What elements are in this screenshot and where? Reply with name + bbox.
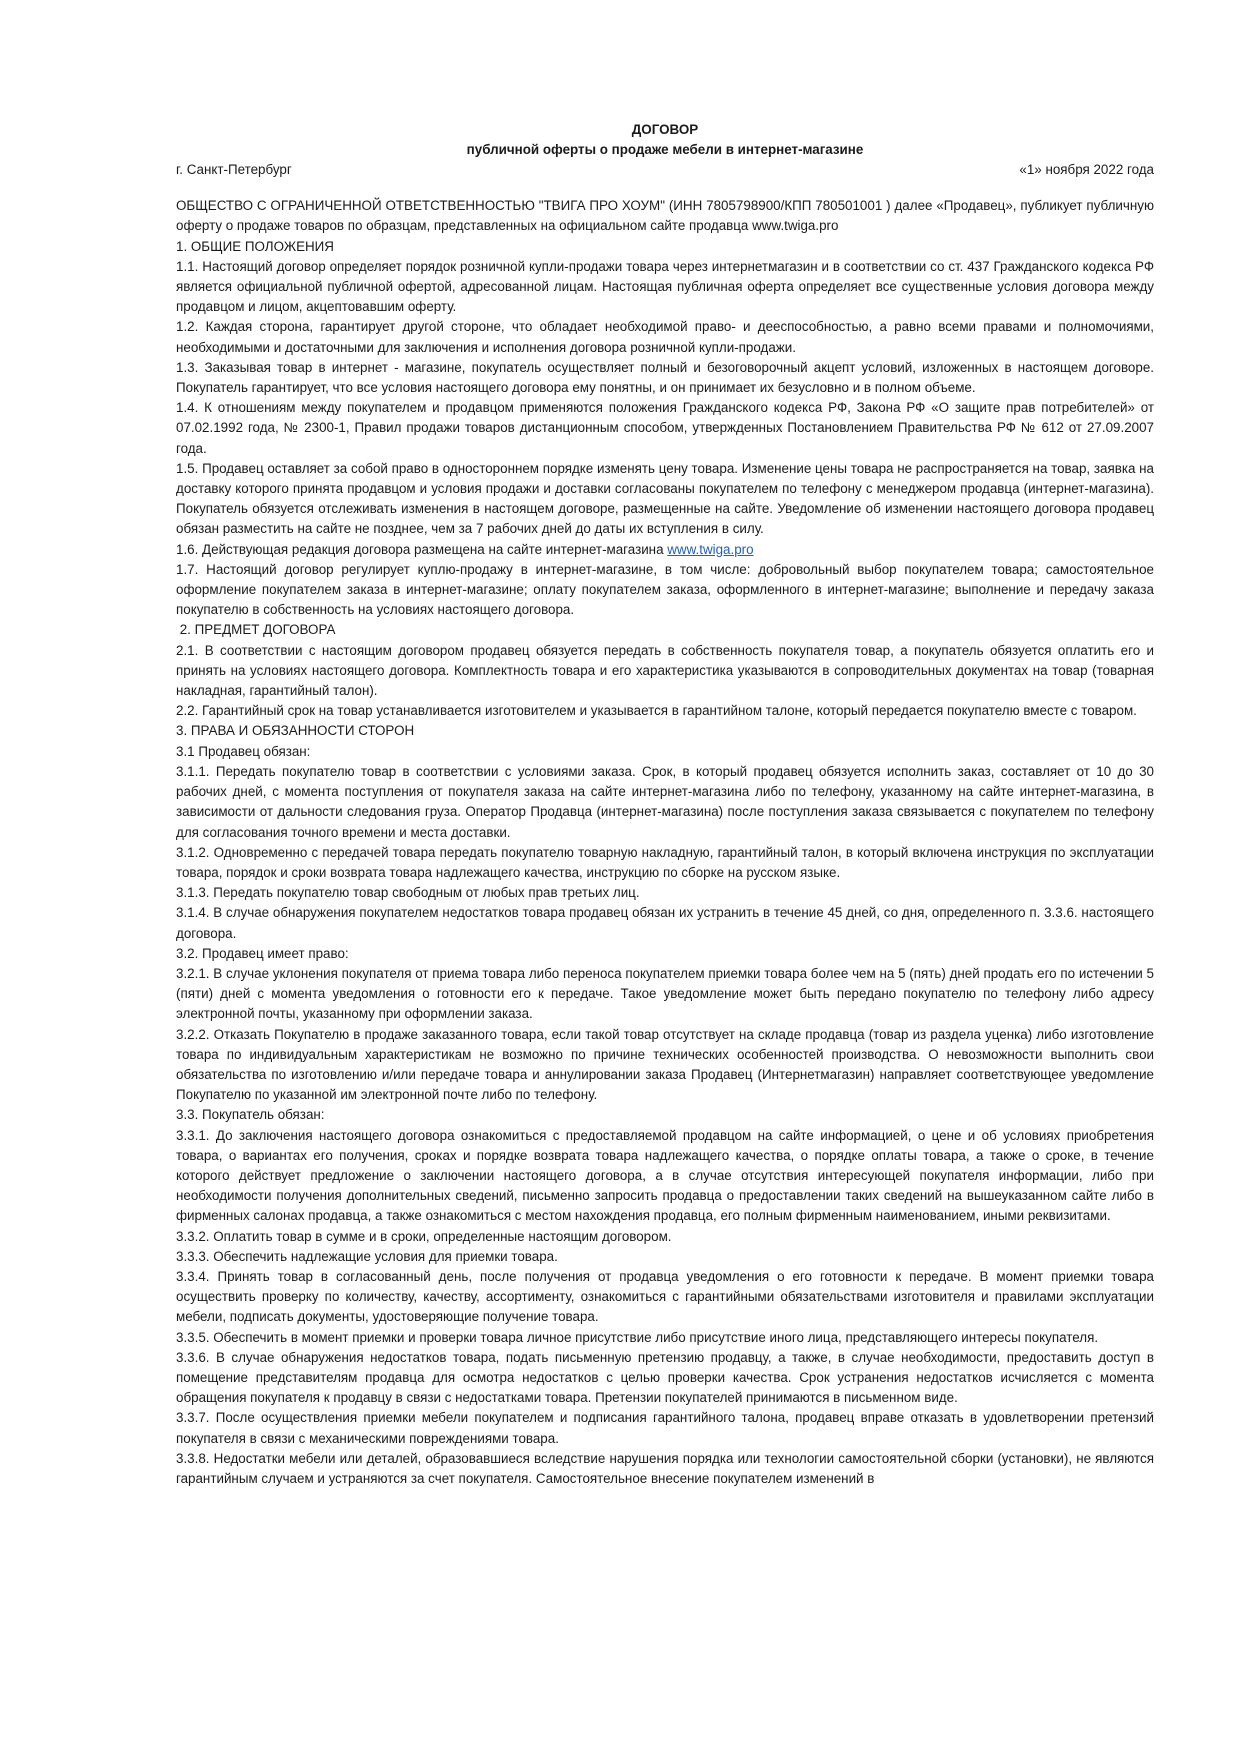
paragraph: 1.3. Заказывая товар в интернет - магазине, покупатель осуществляет полный и безоговорочный акцепт условий, изложенных в настоящем договоре. Покупатель гарантирует, что все условия настоящего договора ему понятны, и он принимает их безусловно и в полном объеме. — [176, 359, 1154, 396]
paragraph: 3.1.2. Одновременно с передачей товара передать покупателю товарную накладную, гарантийный талон, в который включена инструкция по эксплуатации товара, порядок и сроки возврата товара надлежащего качества, инструкцию по сборке на русском языке. — [176, 844, 1154, 880]
paragraph — [176, 540, 1154, 560]
paragraph: 3.2.1. В случае уклонения покупателя от приема товара либо переноса покупателем приемки товара более чем на 5 (пять) дней продать его по истечении 5 (пяти) дней с момента уведомления о готовности его к передаче. Такое уведомление может быть передано покупателю по телефону либо адресу электронной почты, указанному при оформлении заказа. — [176, 965, 1154, 1022]
paragraph: 3.3.1. До заключения настоящего договора ознакомиться с предоставляемой продавцом на сайте информацией, о цене и об условиях приобретения товара, о вариантах его получения, сроках и порядке возврата товара надлежащего качества, о порядке оплаты товара, а также о сроке, в течение которого действует предложение о заключении настоящего договора, а в случае отсутствия интересующей покупателя информации, либо при необходимости получения дополнительных сведений, письменно запросить продавца о предоставлении таких сведений на вышеуказанном сайте либо в фирменных салонах продавца, а также ознакомиться с местом нахождения продавца, его полным фирменным наименованием, иными реквизитами. — [176, 1127, 1154, 1224]
section-heading: 2. ПРЕДМЕТ ДОГОВОРА — [176, 622, 336, 638]
paragraph: 3.1.1. Передать покупателю товар в соответствии с условиями заказа. Срок, в который продавец обязуется исполнить заказ, составляет от 10 до 30 рабочих дней, с момента поступления от покупателя заказа на сайте интернет-магазина либо по телефону, указанному на сайте интернет-магазина, в зависимости от дальности следования груза. Оператор Продавца (интернет-магазина) после поступления заказа связывается с покупателем по телефону для согласования точного времени и места доставки. — [176, 763, 1154, 840]
paragraph: 3.3.6. В случае обнаружения недостатков товара, подать письменную претензию продавцу, а также, в случае необходимости, предоставить доступ в помещение представителям продавца для осмотра недостатков с целью проверки качества. Срок устранения недостатков исчисляется с момента обращения покупателя к продавцу в связи с недостатками товара. Претензии покупателей принимаются в письменном виде. — [176, 1349, 1154, 1406]
document-body — [176, 196, 1154, 1489]
paragraph: 2.2. Гарантийный срок на товар устанавливается изготовителем и указывается в гарантийном талоне, который передается покупателю вместе с товаром. — [176, 703, 1137, 719]
paragraph: 3.3.3. Обеспечить надлежащие условия для приемки товара. — [176, 1248, 558, 1264]
place-date-row — [176, 160, 1154, 180]
paragraph: 3.3.7. После осуществления приемки мебели покупателем и подписания гарантийного талона, продавец вправе отказать в удовлетворении претензий покупателя в связи с механическими повреждениями товара. — [176, 1410, 1154, 1446]
document-subtitle: публичной оферты о продаже мебели в интернет-магазине — [466, 142, 864, 157]
paragraph: 1.4. К отношениям между покупателем и продавцом применяются положения Гражданского кодекса РФ, Закона РФ «О защите прав потребителей» от 07.02.1992 года, № 2300-1, Правил продажи товаров дистанционным способом, утвержденных Постановлением Правительства РФ № 612 от 27.09.2007 года. — [176, 400, 1154, 456]
paragraph: 1.7. Настоящий договор регулирует куплю-продажу в интернет-магазине, в том числе: добровольный выбор покупателем товара; самостоятельное оформление покупателем заказа в интернет-магазине; оплату покупателем заказа, оформленного в интернет-магазине; выполнение и передачу заказа покупателю в собственность на условиях настоящего договора. — [176, 561, 1154, 618]
paragraph: 1.1. Настоящий договор определяет порядок розничной купли-продажи товара через интернетмагазин и в соответствии со ст. 437 Гражданского кодекса РФ является официальной публичной офертой, адресованной лицам. Настоящая публичная оферта определяет все существенные условия договора между продавцом и лицом, акцептовавшим оферту. — [176, 258, 1154, 315]
paragraph: 3.1 Продавец обязан: — [176, 743, 311, 759]
paragraph: 2.1. В соответствии с настоящим договором продавец обязуется передать в собственность покупателя товар, а покупатель обязуется оплатить его и принять на условиях настоящего договора. Комплектность товара и его характеристика указываются в сопроводительных документах на товар (товарная накладная, гарантийный талон). — [176, 642, 1154, 699]
paragraph: 1.2. Каждая сторона, гарантирует другой стороне, что обладает необходимой право- и дееспособностью, а равно всеми правами и полномочиями, необходимыми и достаточными для заключения и исполнения договора розничной купли-продажи. — [176, 319, 1154, 355]
paragraph: 3.3.8. Недостатки мебели или деталей, образовавшиеся вследствие нарушения порядка или технологии самостоятельной сборки (установки), не являются гарантийным случаем и устраняются за счет покупателя. Самостоятельное внесение покупателем изменений в — [176, 1450, 1154, 1486]
section-heading: 3. ПРАВА И ОБЯЗАННОСТИ СТОРОН — [176, 723, 415, 739]
document-content — [176, 120, 1154, 1489]
document-title: ДОГОВОР — [631, 122, 699, 137]
paragraph: 3.1.3. Передать покупателю товар свободным от любых прав третьих лиц. — [176, 885, 640, 901]
paragraph: 1.5. Продавец оставляет за собой право в одностороннем порядке изменять цену товара. Изменение цены товара не распространяется на товар, заявка на доставку которого принята продавцом и условия продажи и доставки согласованы покупателем по телефону с менеджером продавца (интернет-магазина). Покупатель обязуется отслеживать изменения в настоящем договоре, размещенные на сайте. Уведомление об изменении настоящего договора продавец обязан разместить на сайте не позднее, чем за 7 рабочих дней до даты их вступления в силу. — [176, 460, 1154, 537]
paragraph: 3.2.2. Отказать Покупателю в продаже заказанного товара, если такой товар отсутствует на складе продавца (товар из раздела уценка) либо изготовление товара по индивидуальным характеристикам не возможно по причине технических особенностей производства. О невозможности выполнить свои обязательства по изготовлению и/или передаче товара и аннулировании заказа Продавец (Интернетмагазин) направляет соответствующее уведомление Покупателю по указанной им электронной почте либо по телефону. — [176, 1026, 1154, 1103]
paragraph: 3.2. Продавец имеет право: — [176, 945, 349, 961]
section-heading: 1. ОБЩИЕ ПОЛОЖЕНИЯ — [176, 238, 334, 254]
document-date: «1» ноября 2022 года — [1019, 162, 1154, 177]
paragraph: 3.3.4. Принять товар в согласованный день, после получения от продавца уведомления о его готовности к передаче. В момент приемки товара осуществить проверку по количеству, качеству, ассортименту, ознакомиться с гарантийными обязательствами изготовителя и правилами эксплуатации мебели, подписать документы, удостоверяющие получение товара. — [176, 1268, 1154, 1325]
site-link[interactable]: www.twiga.pro — [667, 541, 754, 557]
document-city: г. Санкт-Петербург — [176, 162, 292, 177]
paragraph-text: 1.6. Действующая редакция договора размещена на сайте интернет-магазина — [176, 541, 668, 557]
intro-paragraph: ОБЩЕСТВО С ОГРАНИЧЕННОЙ ОТВЕТСТВЕННОСТЬЮ "ТВИГА ПРО ХОУМ" (ИНН 7805798900/КПП 780501001 ) далее «Продавец», публикует публичную оферту о продаже товаров по образцам, представленных на официальном сайте продавца www.twiga.pro — [176, 198, 1154, 234]
paragraph: 3.3. Покупатель обязан: — [176, 1107, 325, 1123]
paragraph: 3.3.2. Оплатить товар в сумме и в сроки, определенные настоящим договором. — [176, 1228, 672, 1244]
paragraph: 3.3.5. Обеспечить в момент приемки и проверки товара личное присутствие либо присутствие иного лица, представляющего интересы покупателя. — [176, 1329, 1099, 1345]
paragraph: 3.1.4. В случае обнаружения покупателем недостатков товара продавец обязан их устранить в течение 45 дней, со дня, определенного п. 3.3.6. настоящего договора. — [176, 905, 1154, 941]
